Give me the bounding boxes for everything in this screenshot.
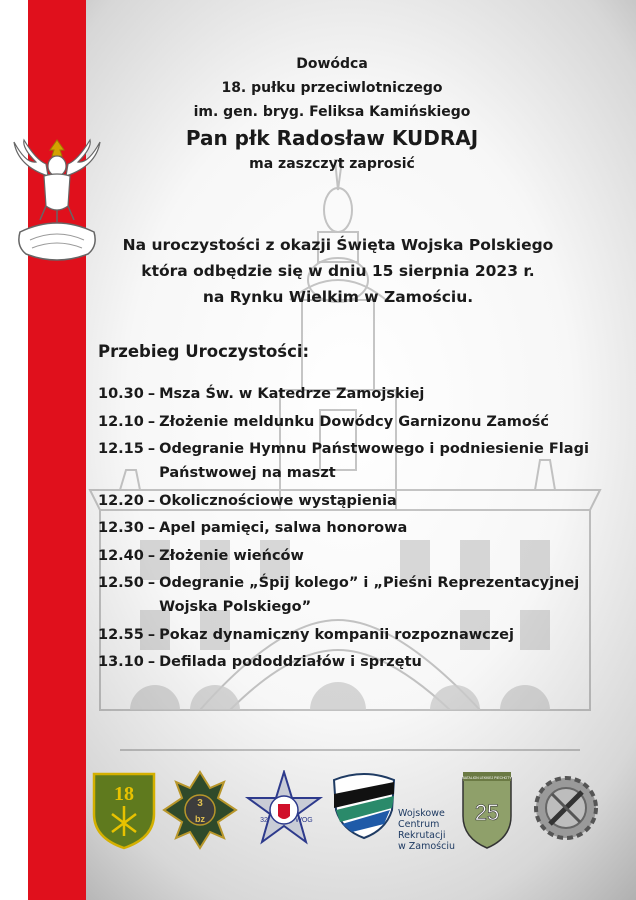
wcr-line-2: Centrum [398,819,440,830]
program-item [98,544,598,568]
wcr-line-4: w Zamościu [398,841,456,852]
item-text: Złożenie meldunku Dowódcy Garnizonu Zamość [159,413,550,430]
item-dash: – [147,626,156,643]
item-dash: – [147,654,156,670]
item-text: Msza Św. w Katedrze Zamojskiej [159,386,425,402]
program-item [98,623,598,647]
item-text: Defilada pododdziałów i sprzętu [159,654,422,670]
item-dash: – [147,386,156,402]
item-text: Pokaz dynamiczny kompanii rozpoznawczej [159,626,514,643]
program-item [98,571,598,619]
wog-32-star [244,770,324,850]
wcr-shield-logo [330,770,398,840]
item-time: 12.55 [98,626,144,643]
invitation-text [96,232,580,310]
commander-name: Pan płk Radosław KUDRAJ [185,126,479,150]
program-list [98,382,598,678]
header-block [92,52,572,176]
regiment-name: 18. pułku przeciwlotniczego [221,80,443,96]
invite-phrase: ma zaszczyt zaprosić [249,156,415,172]
program-item [98,516,598,540]
item-time: 12.15 [98,441,144,457]
program-item [98,410,598,434]
item-dash: – [147,575,156,591]
invitation-line-3: na Rynku Wielkim w Zamościu. [202,288,474,306]
badge-3-bottom: bz [195,814,205,824]
battalion-3-cross [162,770,238,850]
program-title: Przebieg Uroczystości: [98,342,310,361]
item-dash: – [147,520,156,536]
item-time: 12.10 [98,413,144,430]
item-text: Złożenie wieńców [159,547,304,564]
unit-logos-row [88,770,608,850]
item-text: Odegranie Hymnu Państwowego i podniesienie Flagi Państwowej na maszt [159,441,589,481]
item-time: 12.20 [98,492,144,509]
item-dash: – [147,492,156,509]
item-dash: – [147,441,156,457]
wcr-line-1: Wojskowe [398,808,445,819]
item-time: 12.50 [98,575,144,591]
program-item [98,489,598,513]
item-time: 13.10 [98,654,144,670]
item-time: 12.30 [98,520,144,536]
wog-text: WOG [295,817,313,824]
commander-title: Dowódca [296,56,368,72]
item-time: 12.40 [98,547,144,564]
item-text: Apel pamięci, salwa honorowa [159,520,408,536]
item-dash: – [147,413,156,430]
wog-number: 32 [260,817,268,824]
invitation-line-1: Na uroczystości z okazji Święta Wojska Polskiego [122,236,554,254]
item-text: Odegranie „Śpij kolego” i „Pieśni Reprezentacyjnej Wojska Polskiego” [159,575,580,615]
regiment-patron: im. gen. bryg. Feliksa Kamińskiego [193,104,471,120]
item-dash: – [147,547,156,564]
gear-unit-badge [528,770,604,846]
battalion-25-badge [460,770,514,850]
badge-18-number: 18 [114,783,134,805]
flag-white-stripe [0,0,28,900]
wcr-text [398,808,455,852]
item-time: 10.30 [98,386,144,402]
program-item [98,437,598,485]
badge-3-top: 3 [197,798,203,809]
wcr-line-3: Rekrutacji [398,830,446,841]
item-text: Okolicznościowe wystąpienia [159,492,397,509]
program-item [98,382,598,406]
battalion-25-number: 25 [474,800,500,825]
program-item [98,650,598,674]
flag-red-stripe [28,0,86,900]
battalion-25-caption: BATALION LEKKIEJ PIECHOTY [462,776,512,780]
regiment-18-badge [90,770,158,850]
invitation-line-2: która odbędzie się w dniu 15 sierpnia 2023 r. [141,262,535,280]
